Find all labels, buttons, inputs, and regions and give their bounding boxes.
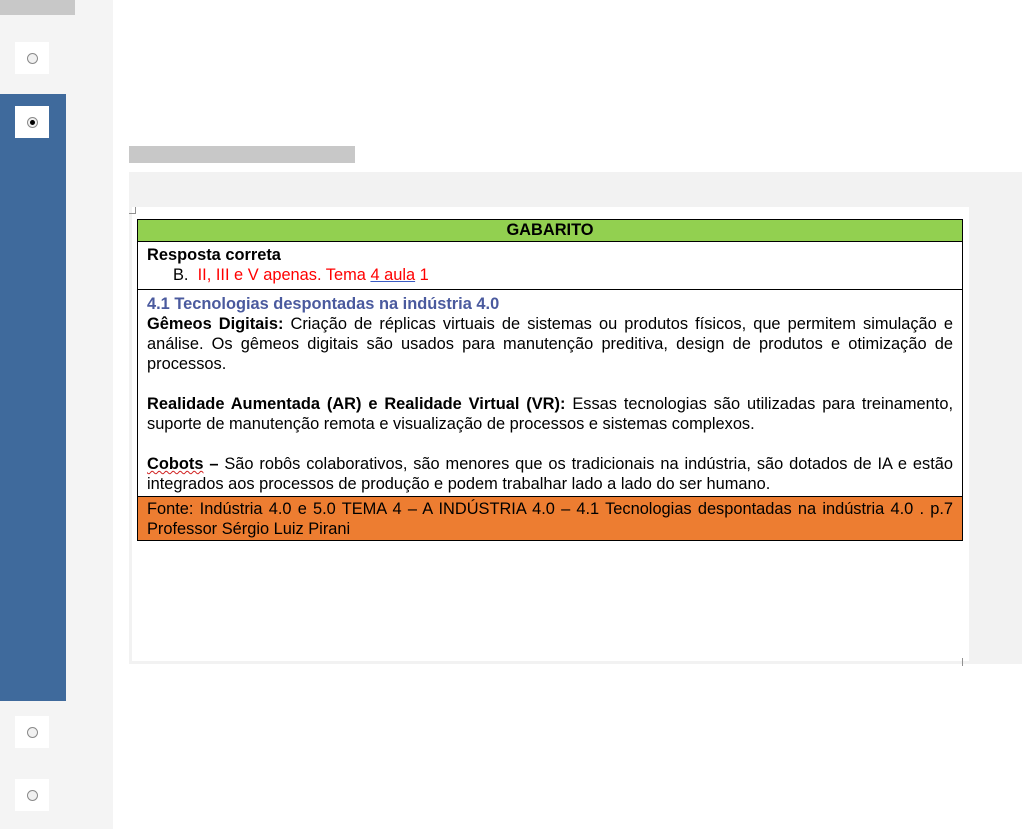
paragraph-gemeos: Gêmeos Digitais: Criação de réplicas virtuais de sistemas ou produtos físicos, que permitem simulação e análise. Os gêmeos digitais são usados para manutenção preditiva, design de produtos e otimização de processos. <box>147 315 953 373</box>
answer-letter: B. <box>173 266 189 284</box>
paragraph-realidade: Realidade Aumentada (AR) e Realidade Virtual (VR): Essas tecnologias são utilizadas para treinamento, suporte de manutenção remota e visualização de processos e sistemas complexos. <box>147 395 953 433</box>
gabarito-table <box>137 219 963 541</box>
answer-title: Resposta correta <box>147 246 281 264</box>
selected-option-highlight <box>0 94 66 701</box>
answer-cell <box>138 242 962 290</box>
page-corner-mark <box>962 658 969 666</box>
question-number-placeholder <box>0 0 75 15</box>
section-title: 4.1 Tecnologias despontadas na indústria 4.0 <box>147 295 500 313</box>
feedback-label-placeholder <box>129 146 355 163</box>
option-radio-2[interactable] <box>15 106 49 138</box>
option-radio-3[interactable] <box>15 716 49 748</box>
content-cell <box>138 290 962 496</box>
paragraph-cobots: Cobots – São robôs colaborativos, são menores que os tradicionais na indústria, são dotados de IA e estão integrados aos processos de produção e podem trabalhar lado a lado do ser humano. <box>147 455 954 493</box>
radio-checked-icon <box>27 117 38 128</box>
term-cobots: Cobots <box>147 455 204 473</box>
answer-text: II, III e V apenas. Tema 4 aula 1 <box>197 266 429 284</box>
gabarito-header: GABARITO <box>138 220 962 242</box>
answer-line <box>147 265 953 285</box>
term-gemeos: Gêmeos Digitais: <box>147 315 284 333</box>
answer-link: 4 aula <box>370 266 416 284</box>
radio-unchecked-icon <box>27 790 38 801</box>
page-corner-mark <box>129 207 136 214</box>
radio-unchecked-icon <box>27 53 38 64</box>
radio-unchecked-icon <box>27 727 38 738</box>
term-realidade: Realidade Aumentada (AR) e Realidade Virtual (VR): <box>147 395 566 413</box>
source-citation: Fonte: Indústria 4.0 e 5.0 TEMA 4 – A INDÚSTRIA 4.0 – 4.1 Tecnologias despontadas na indústria 4.0 . p.7 Professor Sérgio Luiz Pirani <box>138 496 962 540</box>
option-radio-4[interactable] <box>15 779 49 811</box>
option-radio-1[interactable] <box>15 42 49 74</box>
